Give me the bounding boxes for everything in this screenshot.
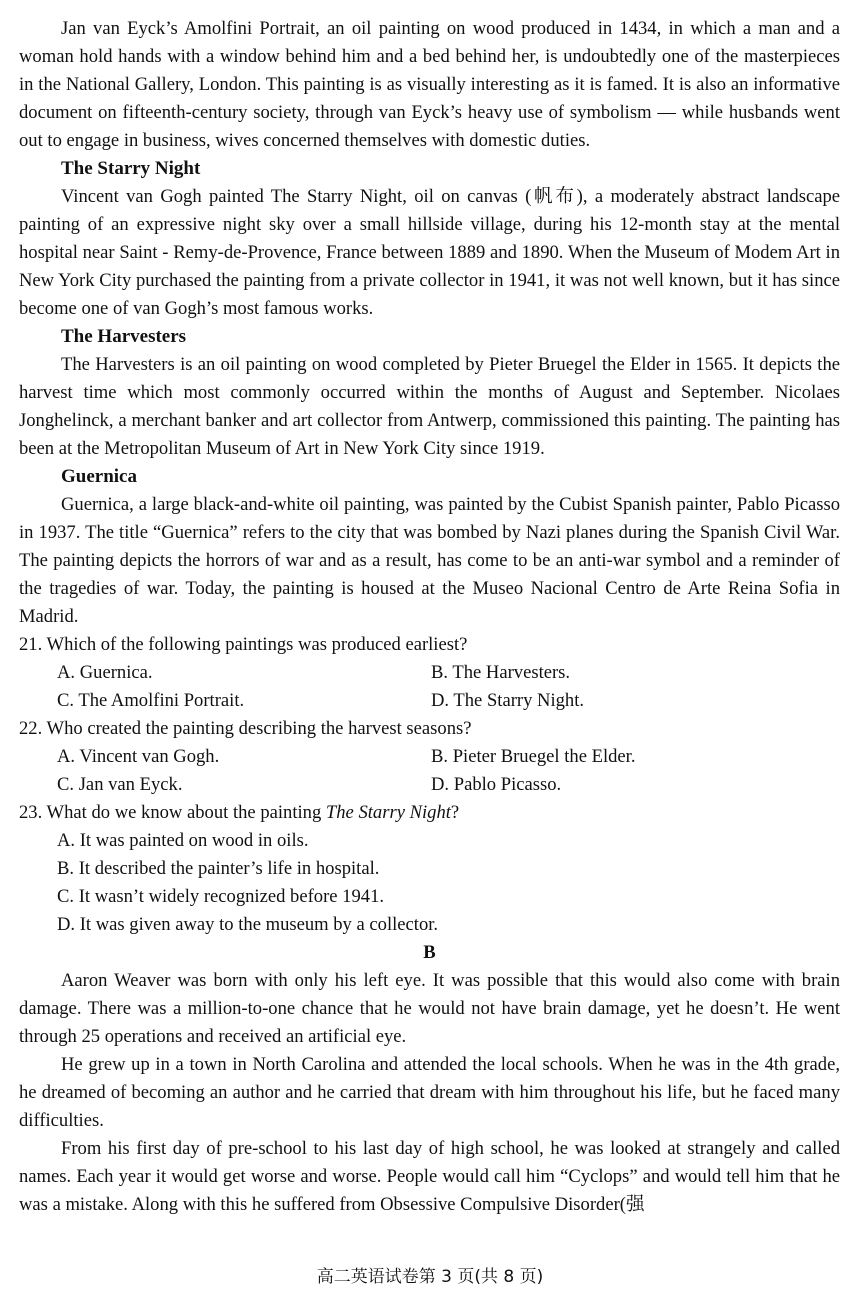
question-21-option-a[interactable]: A. Guernica. bbox=[57, 662, 153, 683]
section-b-paragraph-3: From his first day of pre-school to his last day of high school, he was looked at strangely and called names. Each year it would get worse and worse. People would call him “Cyclops” and would tell him that he was a mistake. Along with this he suffered from Obsessive Compulsive Disorder(强 bbox=[19, 1138, 840, 1215]
question-22-options-row-1 bbox=[19, 743, 840, 771]
question-21-stem: 21. Which of the following paintings was produced earliest? bbox=[19, 634, 468, 655]
section-b-label: B bbox=[423, 942, 436, 963]
question-22-option-d[interactable]: D. Pablo Picasso. bbox=[431, 774, 562, 795]
passage-a-paragraph-3: The Harvesters is an oil painting on wood completed by Pieter Bruegel the Elder in 1565. It depicts the harvest time which most commonly occurred within the months of August and September. Nicolaes Jonghelinck, a merchant banker and art collector from Antwerp, commissioned this painting. The painting has been at the Metropolitan Museum of Art in New York City since 1919. bbox=[19, 354, 840, 459]
heading-harvesters: The Harvesters bbox=[61, 326, 187, 347]
passage-a-paragraph-4: Guernica, a large black-and-white oil painting, was painted by the Cubist Spanish painter, Pablo Picasso in 1937. The title “Guernica” refers to the city that was bombed by Nazi planes during the Spanish Civil War. The painting depicts the horrors of war and as a result, has come to be an anti-war symbol and a reminder of the tragedies of war. Today, the painting is housed at the Museo Nacional Centro de Arte Reina Sofia in Madrid. bbox=[19, 494, 840, 627]
question-23-stem-prefix: 23. What do we know about the painting bbox=[19, 802, 326, 823]
question-22-option-c[interactable]: C. Jan van Eyck. bbox=[57, 774, 183, 795]
question-22-option-b[interactable]: B. Pieter Bruegel the Elder. bbox=[431, 746, 636, 767]
passage-a-paragraph-2: Vincent van Gogh painted The Starry Night, oil on canvas (帆布), a moderately abstract landscape painting of an expressive night sky over a small hillside village, during his 12-month stay at the mental hospital near Saint - Remy-de-Provence, France between 1889 and 1890. When the Museum of Modem Art in New York City purchased the painting from a private collector in 1941, it was not well known, but it has since become one of van Gogh’s most famous works. bbox=[19, 186, 840, 319]
question-23-option-a[interactable]: A. It was painted on wood in oils. bbox=[57, 830, 309, 851]
page-footer: 高二英语试卷第 3 页(共 8 页) bbox=[316, 1267, 544, 1287]
question-21-option-c[interactable]: C. The Amolfini Portrait. bbox=[57, 690, 245, 711]
section-b-paragraph-1: Aaron Weaver was born with only his left eye. It was possible that this would also come with brain damage. There was a million-to-one chance that he would not have brain damage, yet he doesn’t. He went through 25 operations and received an artificial eye. bbox=[19, 970, 840, 1047]
question-22-options-row-2 bbox=[19, 771, 840, 799]
question-22-stem: 22. Who created the painting describing the harvest seasons? bbox=[19, 718, 472, 739]
passage-a-paragraph-1: Jan van Eyck’s Amolfini Portrait, an oil painting on wood produced in 1434, in which a man and a woman hold hands with a window behind him and a bed behind her, is undoubtedly one of the masterpieces in the National Gallery, London. This painting is as visually interesting as it is famed. It is also an informative document on fifteenth-century society, through van Eyck’s heavy use of symbolism — while husbands went out to engage in business, wives concerned themselves with domestic duties. bbox=[19, 18, 840, 151]
heading-guernica: Guernica bbox=[61, 466, 137, 487]
question-23-option-d[interactable]: D. It was given away to the museum by a collector. bbox=[57, 914, 439, 935]
heading-starry-night: The Starry Night bbox=[61, 158, 201, 179]
section-b-paragraph-2: He grew up in a town in North Carolina and attended the local schools. When he was in the 4th grade, he dreamed of becoming an author and he carried that dream with him throughout his life, but he faced many difficulties. bbox=[19, 1054, 840, 1131]
question-21-option-b[interactable]: B. The Harvesters. bbox=[431, 662, 571, 683]
question-21-option-d[interactable]: D. The Starry Night. bbox=[431, 690, 585, 711]
question-23-option-b[interactable]: B. It described the painter’s life in hospital. bbox=[57, 858, 380, 879]
question-21-options-row-1 bbox=[19, 659, 840, 687]
question-23-stem bbox=[19, 799, 840, 827]
question-23-stem-suffix: ? bbox=[450, 802, 460, 823]
question-23-stem-title: The Starry Night bbox=[325, 802, 451, 823]
question-22-option-a[interactable]: A. Vincent van Gogh. bbox=[57, 746, 220, 767]
question-21-options-row-2 bbox=[19, 687, 840, 715]
question-23-option-c[interactable]: C. It wasn’t widely recognized before 1941. bbox=[57, 886, 385, 907]
